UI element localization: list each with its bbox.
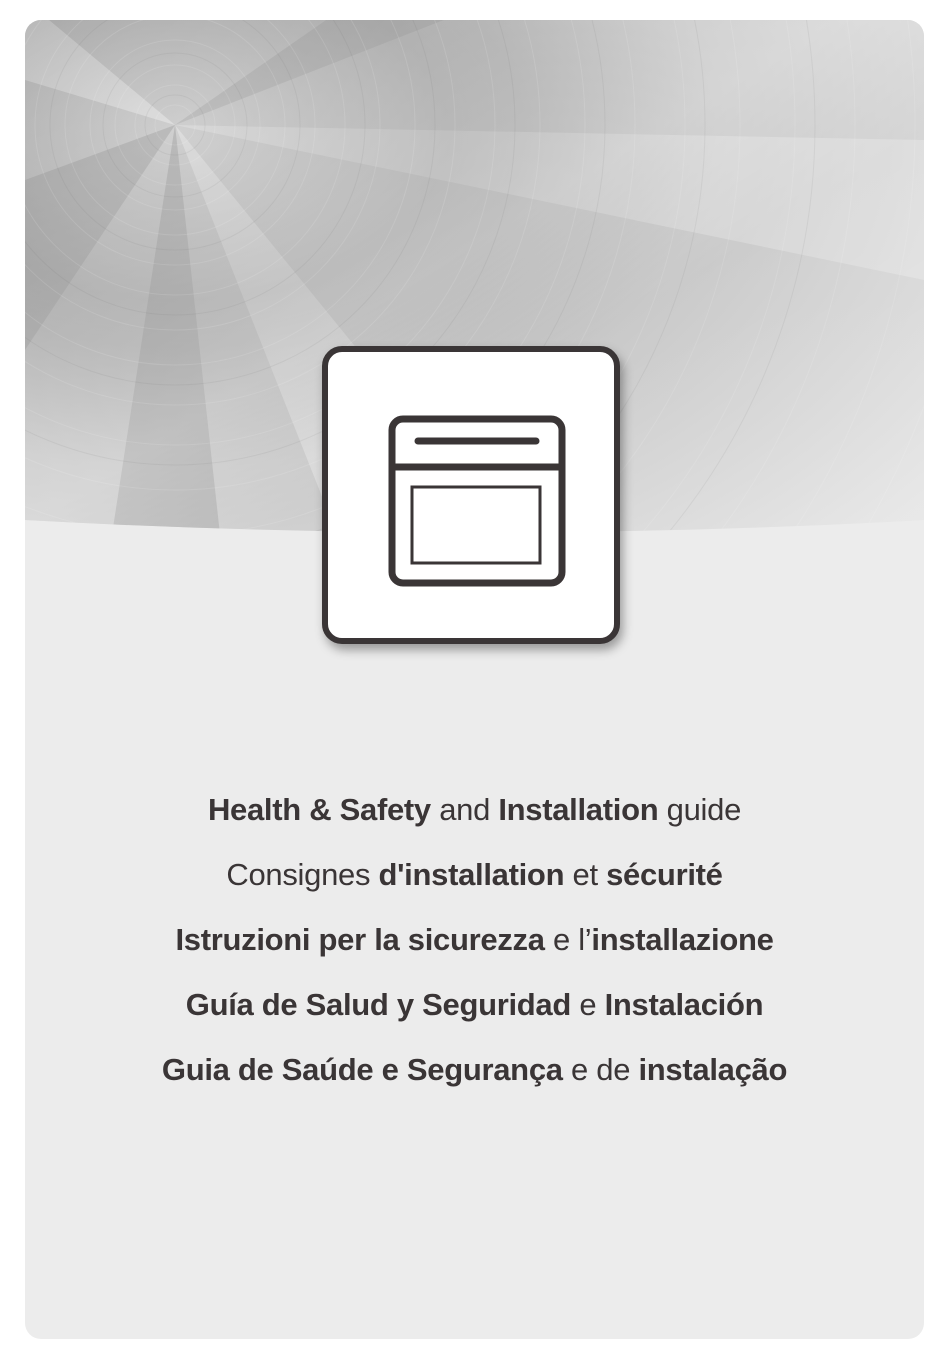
title-it-part: e l’	[544, 922, 592, 957]
oven-icon-badge	[322, 346, 620, 644]
title-it-part: Istruzioni per la sicurezza	[175, 922, 545, 957]
title-english	[25, 777, 924, 842]
title-fr-part: et	[564, 857, 607, 892]
title-pt-part: e de	[562, 1052, 639, 1087]
built-in-oven-icon	[388, 415, 566, 587]
title-fr-part: sécurité	[606, 857, 723, 892]
title-es-part: Guía de Salud y Seguridad	[185, 987, 572, 1022]
title-en-part: and	[430, 792, 499, 827]
title-fr-part: d'installation	[378, 857, 565, 892]
title-italian	[25, 907, 924, 972]
title-portuguese	[25, 1037, 924, 1102]
title-french	[25, 842, 924, 907]
multilingual-title-block	[25, 777, 924, 1102]
title-en-part: Health & Safety	[207, 792, 431, 827]
cover-page	[25, 20, 924, 1339]
title-es-part: e	[571, 987, 605, 1022]
title-fr-part: Consignes	[226, 857, 379, 892]
title-es-part: Instalación	[604, 987, 764, 1022]
title-en-part: Installation	[498, 792, 659, 827]
title-pt-part: Guia de Saúde e Segurança	[161, 1052, 563, 1087]
title-spanish	[25, 972, 924, 1037]
title-en-part: guide	[658, 792, 742, 827]
title-pt-part: instalação	[638, 1052, 788, 1087]
title-it-part: installazione	[591, 922, 774, 957]
